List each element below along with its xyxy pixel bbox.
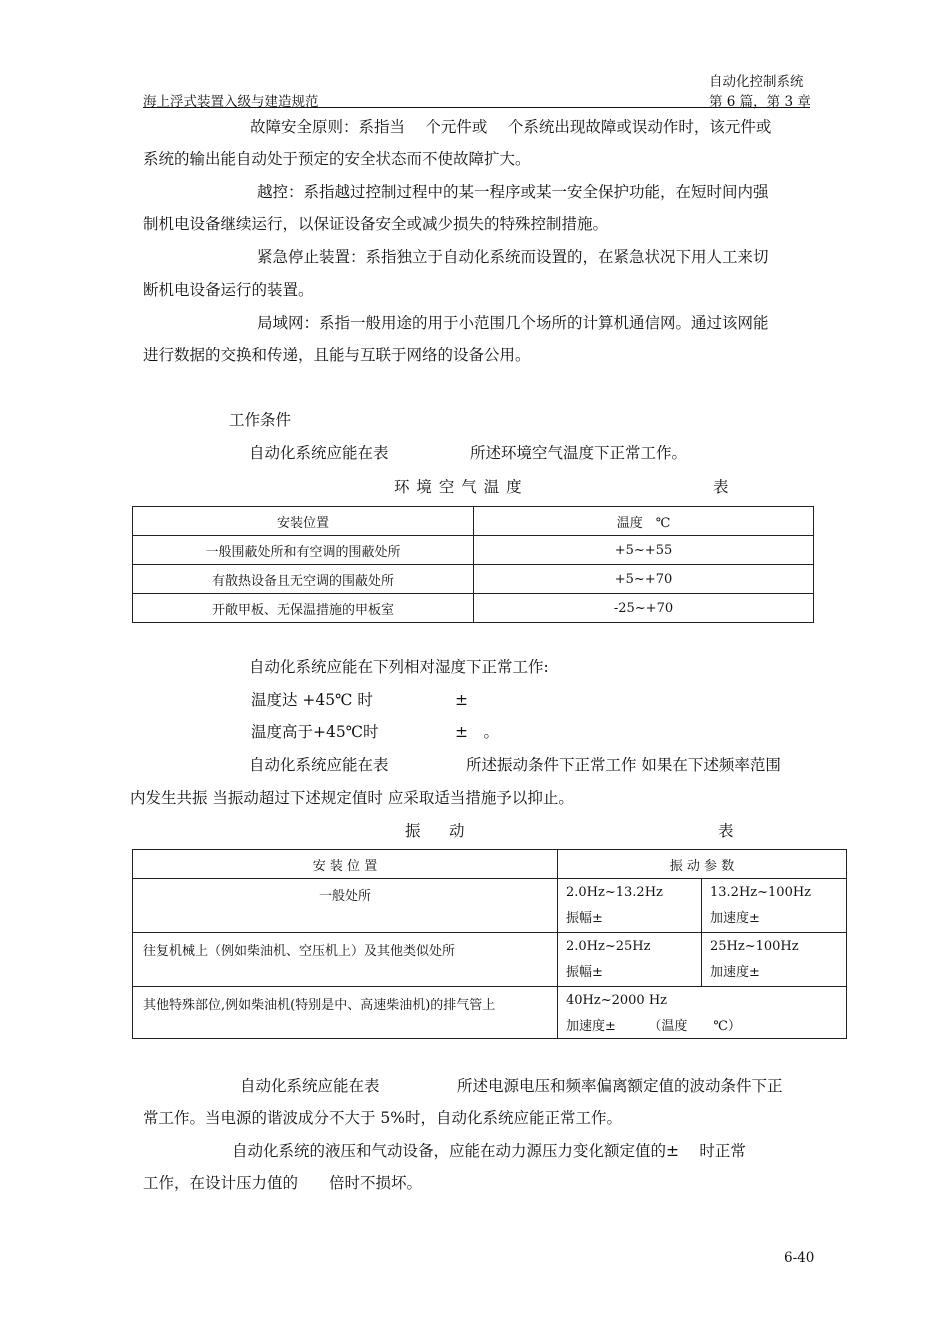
frequency-range: 25Hz~100Hz — [710, 939, 799, 954]
table-cell — [558, 933, 702, 987]
section-title: 工作条件 — [229, 411, 292, 429]
power-intro-line-2: 常工作。当电源的谐波成分不大于 5%时，自动化系统应能正常工作。 — [143, 1109, 623, 1127]
table-header-cell: 温度 ℃ — [474, 507, 814, 536]
definition-4-line-1: 局域网：系指一般用途的用于小范围几个场所的计算机通信网。通过该网能 — [257, 314, 769, 332]
table-cell: 一般围蔽处所和有空调的围蔽处所 — [133, 536, 474, 565]
table-cell: +5~+55 — [474, 536, 814, 565]
table1-caption-label: 表 — [713, 478, 729, 496]
header-section-ref: 第 6 篇，第 3 章 — [709, 94, 811, 110]
table-header-cell: 安 装 位 置 — [133, 850, 558, 879]
table1-caption: 环 境 空 气 温 度 — [394, 478, 523, 496]
temperature-intro-b: 所述环境空气温度下正常工作。 — [470, 444, 688, 462]
table-row — [133, 565, 814, 594]
definition-4-line-2: 进行数据的交换和传递，且能与互联于网络的设备公用。 — [143, 346, 531, 364]
definition-2-line-1: 越控：系指越过控制过程中的某一程序或某一安全保护功能，在短时间内强 — [257, 183, 769, 201]
frequency-range: 2.0Hz~25Hz — [566, 939, 651, 954]
vibration-param: 加速度± — [710, 965, 760, 980]
vibration-intro-line-2: 内发生共振 当振动超过下述规定值时 应采取适当措施予以抑止。 — [130, 789, 574, 807]
table-row — [133, 536, 814, 565]
table-cell — [133, 879, 558, 933]
table2-caption-part-1: 振 — [405, 822, 421, 840]
power-intro-b: 所述电源电压和频率偏离额定值的波动条件下正 — [457, 1077, 783, 1095]
table-cell — [702, 879, 847, 933]
table-cell: 有散热设备且无空调的围蔽处所 — [133, 565, 474, 594]
table-cell — [133, 987, 558, 1039]
hydraulic-line-1: 自动化系统的液压和气动设备，应能在动力源压力变化额定值的± 时正常 — [232, 1142, 746, 1160]
header-rule — [143, 107, 810, 108]
table-cell — [558, 879, 702, 933]
table-row — [133, 933, 847, 987]
power-intro-a: 自动化系统应能在表 — [240, 1077, 380, 1095]
header-chapter-title: 自动化控制系统 — [709, 74, 804, 90]
page-number: 6-40 — [784, 1250, 815, 1266]
header-book-title: 海上浮式装置入级与建造规范 — [143, 94, 319, 110]
table-cell — [702, 933, 847, 987]
vibration-intro-b: 所述振动条件下正常工作 如果在下述频率范围 — [466, 756, 781, 774]
table-cell: -25~+70 — [474, 594, 814, 623]
frequency-range: 13.2Hz~100Hz — [710, 885, 812, 900]
frequency-range: 40Hz~2000 Hz — [566, 993, 668, 1008]
location-label: 往复机械上（例如柴油机、空压机上）及其他类似处所 — [143, 944, 456, 959]
table-cell: 开敞甲板、无保温措施的甲板室 — [133, 594, 474, 623]
definition-1-line-2: 系统的输出能自动处于预定的安全状态而不使故障扩大。 — [143, 150, 531, 168]
humidity-line-1-label: 温度达 +45℃ 时 — [251, 691, 373, 709]
table2-caption-part-2: 动 — [449, 822, 465, 840]
table-row — [133, 594, 814, 623]
vibration-param: 振幅± — [566, 965, 603, 980]
vibration-intro-a: 自动化系统应能在表 — [249, 756, 389, 774]
table-header-cell: 振 动 参 数 — [558, 850, 847, 879]
humidity-intro: 自动化系统应能在下列相对湿度下正常工作: — [249, 658, 549, 676]
table-cell: +5~+70 — [474, 565, 814, 594]
table-row — [133, 879, 847, 933]
definition-1-line-1: 故障安全原则：系指当 个元件或 个系统出现故障或误动作时，该元件或 — [250, 118, 772, 136]
table-cell — [558, 987, 847, 1039]
humidity-line-1-value: ± — [455, 691, 468, 709]
temperature-table — [132, 506, 814, 623]
location-label: 其他特殊部位,例如柴油机(特别是中、高速柴油机)的排气管上 — [143, 998, 496, 1013]
humidity-line-2-label: 温度高于+45℃时 — [251, 723, 379, 741]
vibration-table — [132, 849, 847, 1039]
definition-3-line-2: 断机电设备运行的装置。 — [143, 281, 314, 299]
vibration-param: 加速度± — [710, 911, 760, 926]
location-label: 一般处所 — [318, 889, 371, 904]
table-cell — [133, 933, 558, 987]
table-header-cell: 安装位置 — [133, 507, 474, 536]
table-row — [133, 987, 847, 1039]
definition-3-line-1: 紧急停止装置：系指独立于自动化系统而设置的，在紧急状况下用人工来切 — [257, 248, 769, 266]
humidity-line-2-value: ± 。 — [455, 723, 499, 741]
definition-2-line-2: 制机电设备继续运行，以保证设备安全或减少损失的特殊控制措施。 — [143, 215, 609, 233]
hydraulic-line-2: 工作，在设计压力值的 倍时不损坏。 — [143, 1174, 423, 1192]
frequency-range: 2.0Hz~13.2Hz — [566, 885, 663, 900]
table-header-row — [133, 507, 814, 536]
vibration-param: 加速度± （温度 ℃） — [566, 1019, 741, 1034]
temperature-intro-a: 自动化系统应能在表 — [249, 444, 389, 462]
table2-caption-label: 表 — [718, 822, 734, 840]
vibration-param: 振幅± — [566, 911, 603, 926]
table-header-row — [133, 850, 847, 879]
